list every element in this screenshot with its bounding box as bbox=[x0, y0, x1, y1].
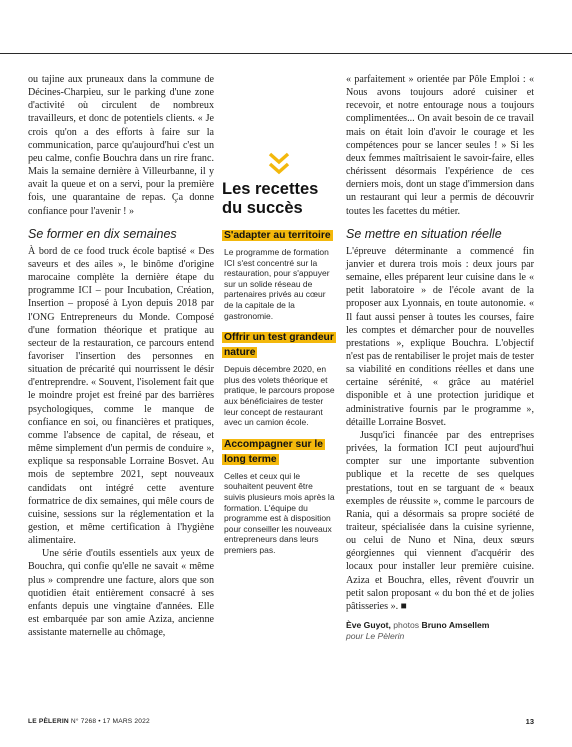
sidebar-heading-1-text: S'adapter au territoire bbox=[224, 230, 331, 241]
left-paragraph-2: À bord de ce food truck école baptisé « Des saveurs et des ailes », le binôme d'origine marocaine complète la dernière étape du programme ICI – pour Incubation, Création, Insertion – proposé à Lyon depuis 2018 par l'ONG Entrepreneurs du Monde. Composé d'une formation théorique et pratique au secteur de la restauration, ce parcours entend favoriser l'insertion des personnes en situation de précarité qui nourrissent le désir d'entreprendre. « Souvent, l'isolement fait que le moindre projet est freiné par des barrières psychologiques, comme le manque de confiance en soi, ou financières et pratiques, comme l'absence de capital, de réseau, et même simplement d'un permis de conduire », explique sa responsable Lorraine Bosvet. Au mois de septembre 2021, sept nouveaux candidats ont intégré cette aventure formatrice de dix semaines, qui mêle cours de cuisine, sessions sur la réglementation et la gestion, et même certification à l'hygiène alimentaire. bbox=[28, 245, 214, 547]
sidebar-heading-3-text: Accompagner sur le long terme bbox=[224, 438, 323, 465]
credit-for: pour Le Pèlerin bbox=[346, 631, 405, 642]
sidebar-box bbox=[222, 152, 336, 563]
page-number: 13 bbox=[525, 717, 534, 726]
subhead-se-former: Se former en dix semaines bbox=[28, 226, 177, 241]
sidebar-title: Les recettes du succès bbox=[222, 180, 319, 217]
left-column bbox=[28, 73, 214, 639]
subhead-situation-reelle: Se mettre en situation réelle bbox=[346, 226, 502, 241]
right-column bbox=[346, 73, 534, 642]
sidebar-heading-3 bbox=[222, 436, 336, 466]
page-footer bbox=[28, 718, 150, 725]
sidebar-heading-2-text: Offrir un test grandeur nature bbox=[224, 332, 334, 359]
credit-photos-label: photos bbox=[393, 620, 420, 631]
sidebar-heading-1 bbox=[222, 227, 336, 242]
issue-info: N° 7268 • 17 MARS 2022 bbox=[70, 718, 150, 725]
sidebar-text-2: Depuis décembre 2020, en plus des volets théorique et pratique, le parcours propose aux bénéficiaires de tester leur concept de restaurant avec un camion école. bbox=[224, 364, 335, 428]
top-rule bbox=[0, 53, 572, 54]
article-credit bbox=[346, 620, 534, 642]
credit-author: Ève Guyot, bbox=[346, 620, 391, 631]
left-paragraph-1: ou tajine aux pruneaux dans la commune de Décines-Charpieu, sur le parking d'une zone d'activité où circulent de nombreux travailleurs, et donc de potentiels clients. « Je crois qu'on a des efforts à faire sur la communication, parce qu'aujourd'hui c'est un peu calme, confie Bouchra dans un rire franc. Mais la semaine dernière à Villeurbanne, il y avait la queue et on a servi, pour la première fois, une quarantaine de repas. Ça donne confiance pour l'avenir ! » bbox=[28, 74, 214, 217]
credit-photographer: Bruno Amsellem bbox=[421, 620, 490, 631]
sidebar-heading-2 bbox=[222, 329, 336, 359]
sidebar-text-1: Le programme de formation ICI s'est concentré sur la restauration, pour s'appuyer sur un solide réseau de partenaires privés au cœur de la capitale de la gastronomie. bbox=[224, 247, 330, 321]
left-paragraph-3: Une série d'outils essentiels aux yeux de Bouchra, qui confie qu'elle ne savait « même plus » comprendre une facture, alors que son quotidien était entièrement consacré à ses enfants depuis une vingtaine d'années. Elle est embarquée par son amie Aziza, ancienne assistante maternelle au chômage, bbox=[28, 548, 214, 639]
magazine-name: LE PÈLERIN bbox=[28, 718, 69, 725]
double-chevron-down-icon bbox=[268, 152, 290, 176]
right-paragraph-2: L'épreuve déterminante a commencé fin janvier et durera trois mois : deux jours par semaine, elles préparent leur cuisine dans le « petit laboratoire » de l'école avant de la proposer aux Lyonnais, en toute autonomie. « Il faut aussi penser à toutes les courses, faire les comptes et démarcher pour de nouvelles prestations », explique Bouchra. L'objectif n'est pas de rentabiliser le projet mais de tester sa viabilité en conditions réelles et dans une certaine sérénité, « grâce au matériel disponible et à une protection juridique et administrative fournis par le programme », détaille Lorraine Bosvet. bbox=[346, 245, 534, 428]
right-paragraph-1: « parfaitement » orientée par Pôle Emploi : « Nous avons toujours adoré cuisiner et recevoir, et notre entourage nous a toujours complimentées... On avait besoin de ce travail mais on était loin d'avoir le courage et les compétences pour se lancer seules ! » Si les deux femmes maîtrisaient le savoir-faire, elles chérissent désormais l'expérience de ces derniers mois, dont un stage d'immersion dans un restaurant qui leur a permis de découvrir toutes les facettes du métier. bbox=[346, 74, 534, 217]
sidebar-text-3: Celles et ceux qui le souhaitent peuvent être suivis plusieurs mois après la formation. L'équipe du programme est à disposition pour conseiller les nouveaux entrepreneurs dans leurs premiers pas. bbox=[224, 470, 335, 555]
right-paragraph-3: Jusqu'ici financée par des entreprises privées, la formation ICI peut aujourd'hui compter sur une importante subvention publique et la recette de ses quelques prestations, tout en se targuant de « beaux exemples de réussite », comme le parcours de Rania, qui a désormais sa propre société de traiteur, spécialisée dans la cuisine syrienne, ou celui de Nuno et Nina, deux sœurs géorgiennes qui viennent d'acquérir des locaux pour installer leur première cuisine. Aziza et Bouchra, elles, rêvent d'ouvrir un petit salon proposant « du bon thé et de jolies pâtisseries ». ■ bbox=[346, 429, 534, 612]
